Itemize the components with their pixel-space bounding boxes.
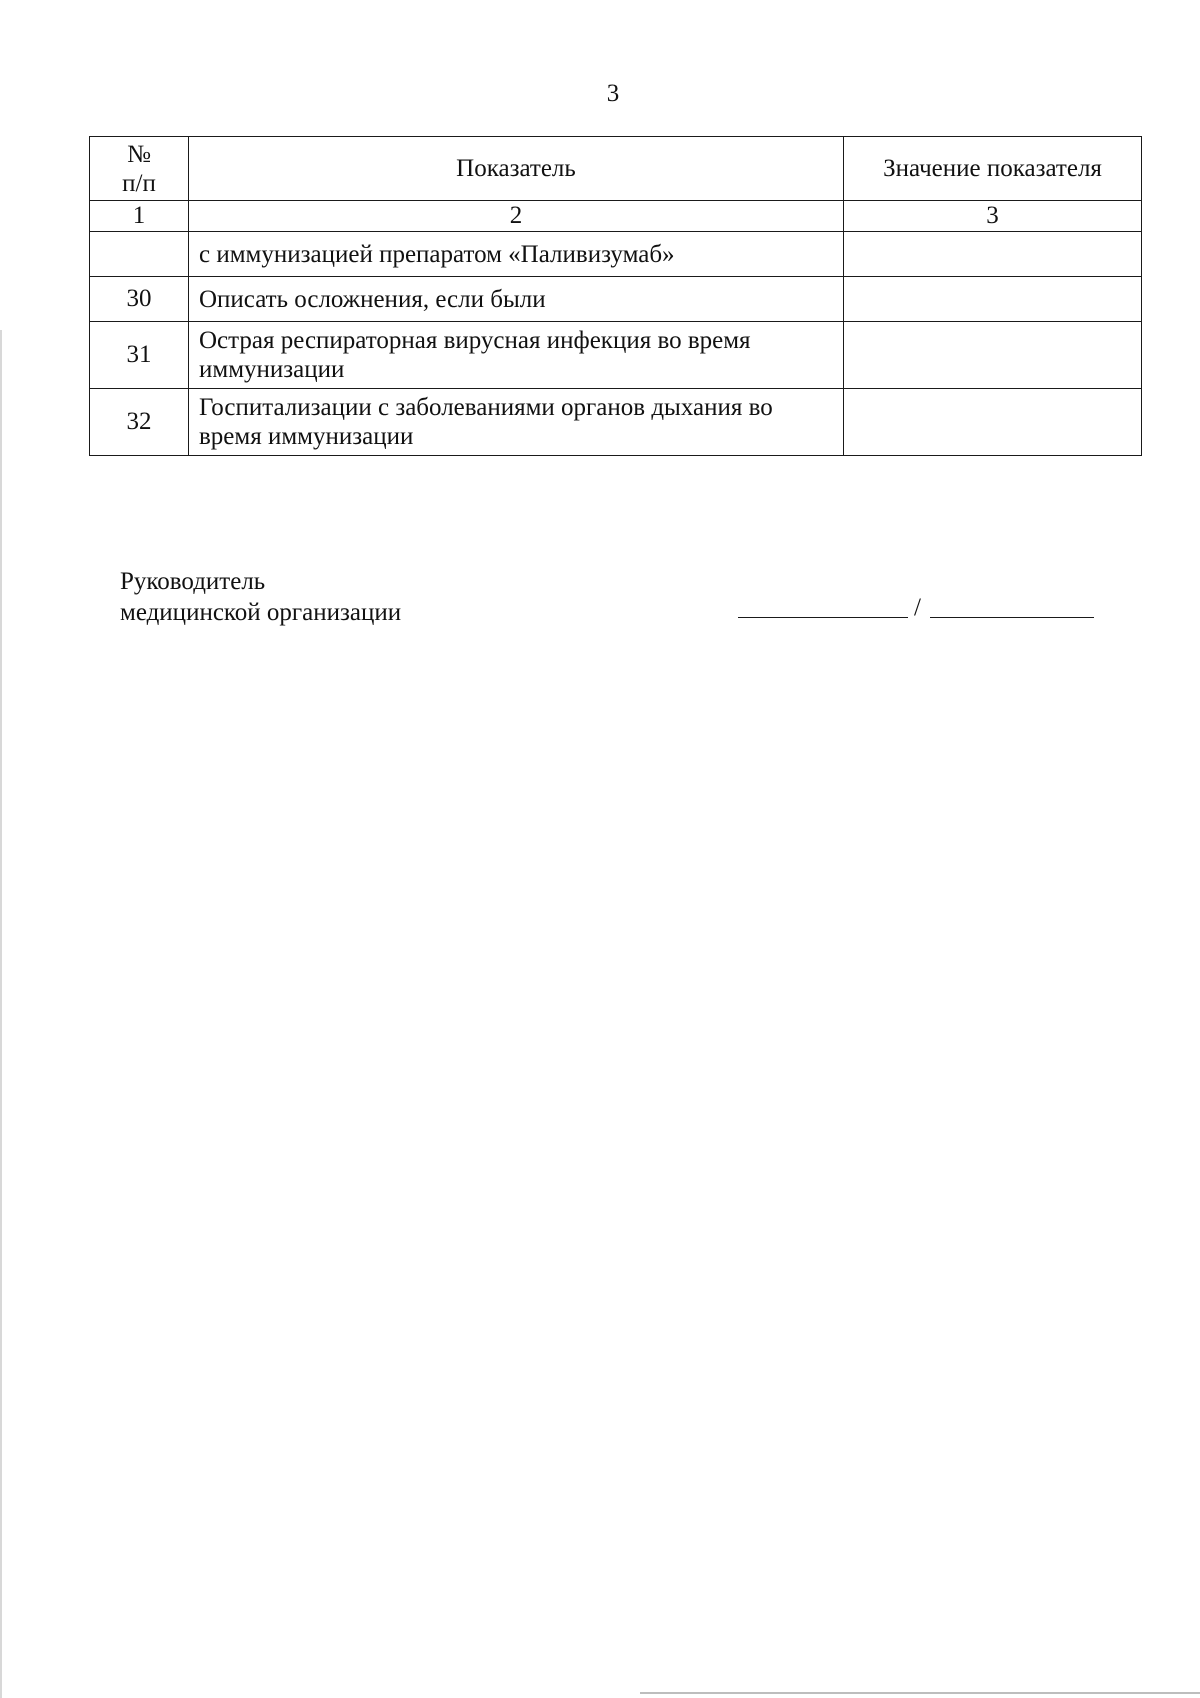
- row-value[interactable]: [844, 277, 1142, 322]
- header-number-line2: п/п: [122, 169, 156, 197]
- column-number-row: [90, 201, 1142, 232]
- header-value: Значение показателя: [844, 137, 1142, 201]
- row-indicator: Острая респираторная вирусная инфекция во время иммунизации: [189, 322, 844, 389]
- row-indicator: с иммунизацией препаратом «Паливизумаб»: [189, 232, 844, 277]
- signature-title-line1: Руководитель: [120, 568, 266, 595]
- column-number-3: 3: [844, 201, 1142, 232]
- row-number: 30: [90, 277, 189, 322]
- page-number: 3: [606, 80, 620, 107]
- name-line[interactable]: [930, 617, 1094, 618]
- header-number-line1: №: [127, 140, 151, 168]
- table-row: [90, 322, 1142, 389]
- row-value[interactable]: [844, 232, 1142, 277]
- table-row: [90, 232, 1142, 277]
- row-value[interactable]: [844, 322, 1142, 389]
- table-header-row: [90, 137, 1142, 201]
- signature-title-line2: медицинской организации: [120, 599, 402, 626]
- indicators-table: [89, 136, 1142, 456]
- table-row: [90, 389, 1142, 456]
- signature-line[interactable]: [738, 617, 908, 618]
- header-indicator: Показатель: [189, 137, 844, 201]
- row-number: 32: [90, 389, 189, 456]
- row-indicator: Описать осложнения, если были: [189, 277, 844, 322]
- signature-block: [120, 566, 401, 628]
- scan-bottom-edge: [640, 1692, 1200, 1694]
- header-number: [90, 137, 189, 201]
- signature-lines: [738, 590, 1094, 624]
- row-number: [90, 232, 189, 277]
- row-value[interactable]: [844, 389, 1142, 456]
- signature-separator: /: [914, 594, 921, 621]
- column-number-1: 1: [90, 201, 189, 232]
- column-number-2: 2: [189, 201, 844, 232]
- row-number: 31: [90, 322, 189, 389]
- scan-edge-shadow: [0, 330, 2, 1698]
- table-row: [90, 277, 1142, 322]
- row-indicator: Госпитализации с заболеваниями органов дыхания во время иммунизации: [189, 389, 844, 456]
